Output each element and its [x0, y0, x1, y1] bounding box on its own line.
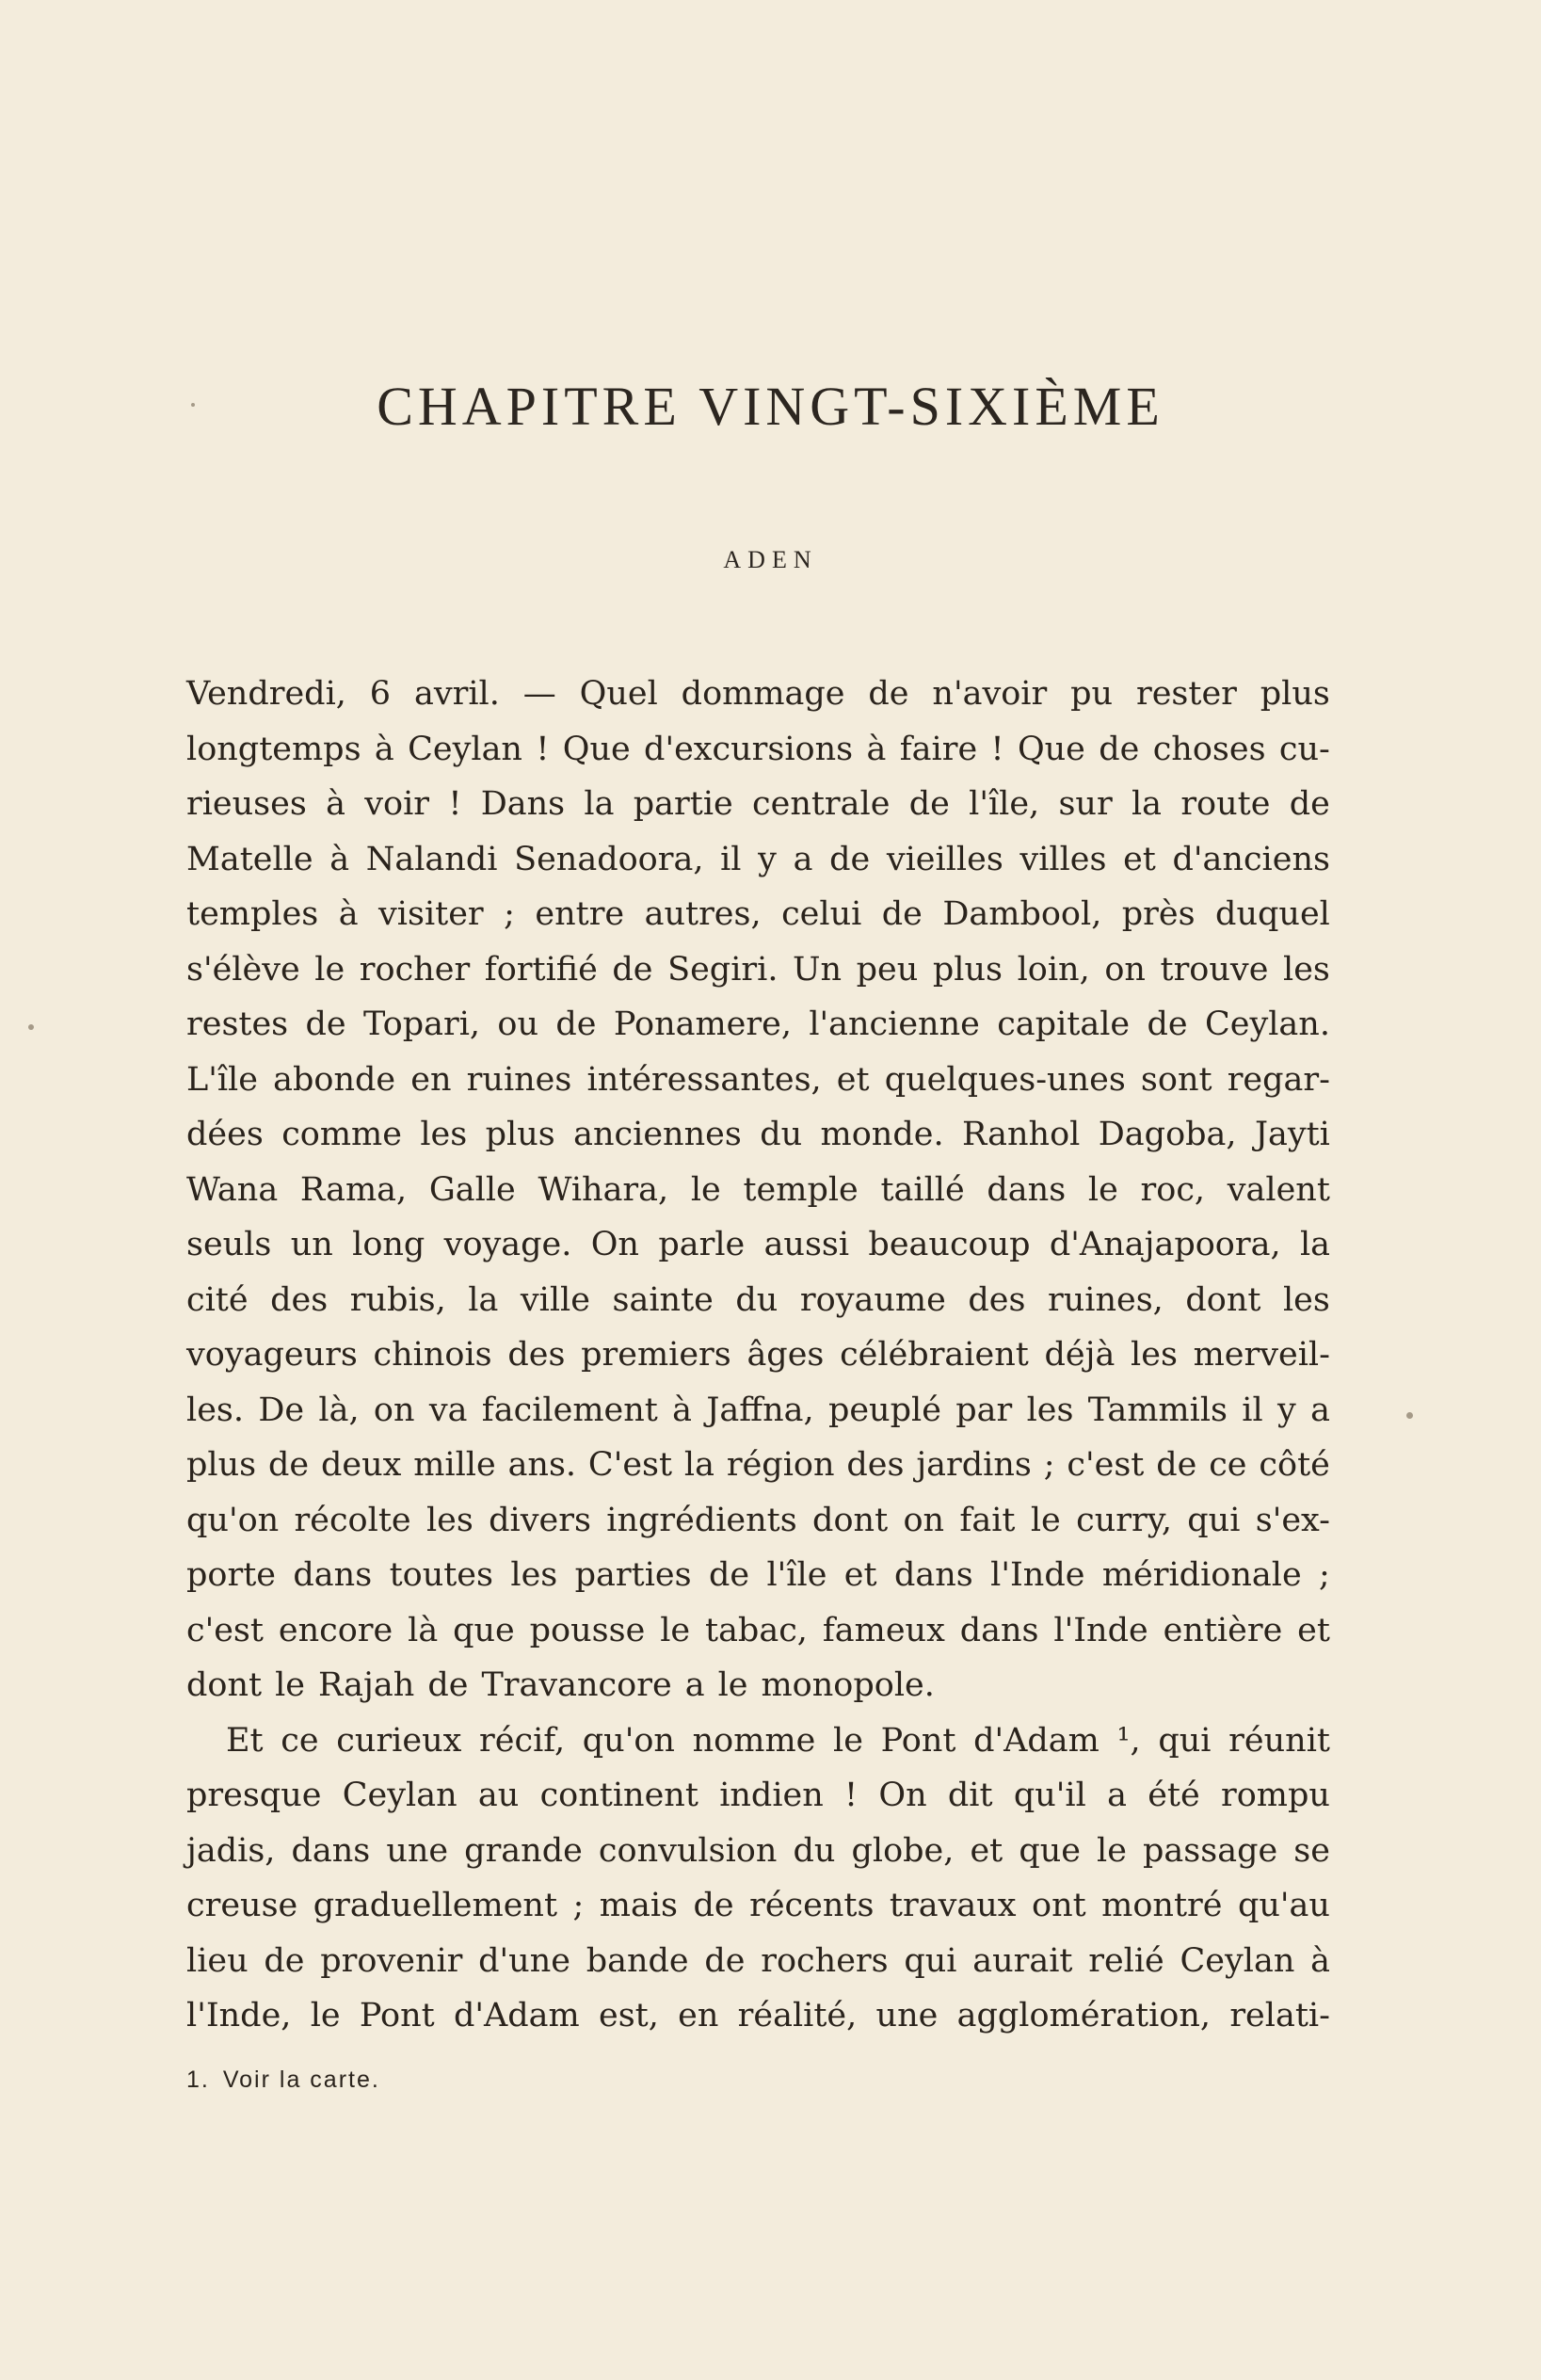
text-line: plus de deux mille ans. C'est la région des jardins ; c'est de ce côté [186, 1446, 1330, 1484]
text-line: jadis, dans une grande convulsion du globe, et que le passage se [186, 1831, 1330, 1870]
text-line: rieuses à voir ! Dans la partie centrale de l'île, sur la route de [186, 785, 1330, 823]
text-line: qu'on récolte les divers ingrédients dont on fait le curry, qui s'ex- [186, 1501, 1330, 1539]
text-line: Matelle à Nalandi Senadoora, il y a de vieilles villes et d'anciens [186, 840, 1330, 878]
text-line: presque Ceylan au continent indien ! On dit qu'il a été rompu [186, 1777, 1330, 1814]
text-line: L'île abonde en ruines intéressantes, et quelques-unes sont regar- [186, 1060, 1330, 1099]
paper-speck [28, 1024, 34, 1030]
text-line: cité des rubis, la ville sainte du royaume des ruines, dont les [186, 1280, 1330, 1319]
text-line: dées comme les plus anciennes du monde. Ranhol Dagoba, Jayti [186, 1116, 1330, 1153]
footnote-number: 1. [186, 2066, 210, 2093]
text-line: c'est encore là que pousse le tabac, fameux dans l'Inde entière et [186, 1611, 1330, 1649]
text-line: s'élève le rocher fortifié de Segiri. Un peu plus loin, on trouve les [186, 950, 1330, 989]
text-line: porte dans toutes les parties de l'île et dans l'Inde méridionale ; [186, 1556, 1330, 1594]
section-title: ADEN [723, 546, 818, 573]
footnote [186, 2066, 380, 2094]
text-line: Wana Rama, Galle Wihara, le temple taillé dans le roc, valent [186, 1170, 1330, 1209]
text-line: Et ce curieux récif, qu'on nomme le Pont d'Adam ¹, qui réunit [226, 1721, 1330, 1760]
text-line: l'Inde, le Pont d'Adam est, en réalité, une agglomération, relati- [186, 1997, 1330, 2034]
text-line: restes de Topari, ou de Ponamere, l'ancienne capitale de Ceylan. [186, 1005, 1330, 1043]
text-line: dont le Rajah de Travancore a le monopole. [186, 1666, 935, 1704]
text-line: seuls un long voyage. On parle aussi beaucoup d'Anajapoora, la [186, 1226, 1330, 1263]
text-line: longtemps à Ceylan ! Que d'excursions à faire ! Que de choses cu- [186, 730, 1330, 768]
text-line: temples à visiter ; entre autres, celui de Dambool, près duquel [186, 895, 1330, 933]
paper-speck [191, 403, 195, 407]
text-line: lieu de provenir d'une bande de rochers qui aurait relié Ceylan à [186, 1941, 1330, 1980]
chapter-title: CHAPITRE VINGT-SIXIÈME [377, 376, 1164, 437]
text-line: Vendredi, 6 avril. — Quel dommage de n'avoir pu rester plus [186, 675, 1330, 713]
body-text [186, 667, 1330, 2044]
footnote-text: Voir la carte. [222, 2066, 380, 2093]
paper-speck [1406, 1412, 1413, 1419]
text-line: creuse graduellement ; mais de récents travaux ont montré qu'au [186, 1887, 1330, 1924]
text-line: voyageurs chinois des premiers âges célébraient déjà les merveil- [186, 1336, 1330, 1374]
text-line: les. De là, on va facilement à Jaffna, peuplé par les Tammils il y a [186, 1391, 1330, 1429]
